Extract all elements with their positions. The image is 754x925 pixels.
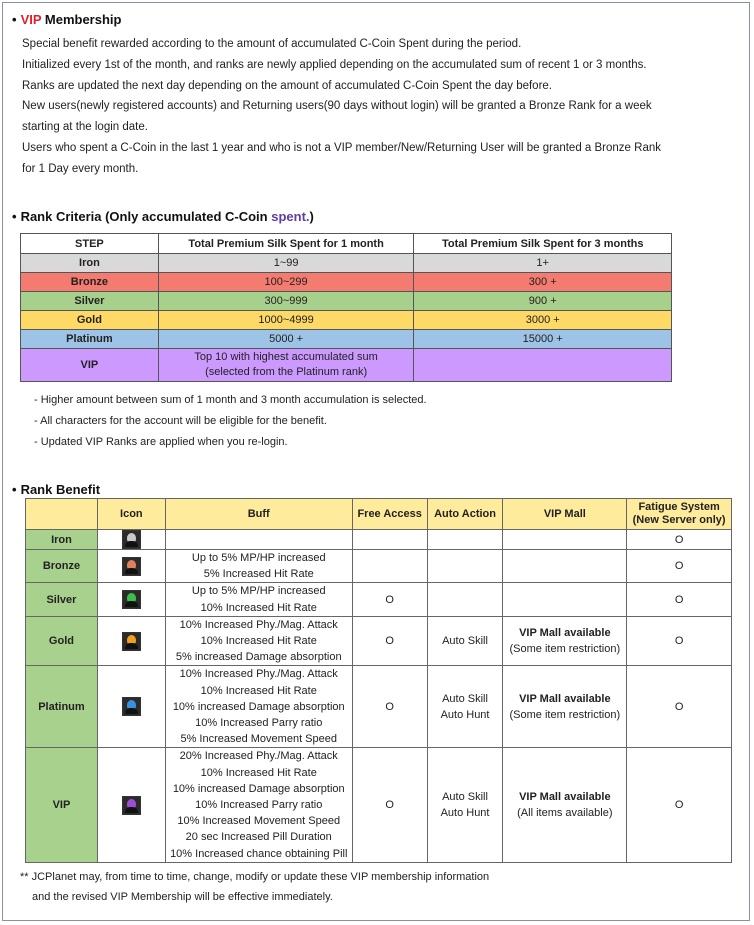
footer-line: ** JCPlanet may, from time to time, change, modify or update these VIP membership information (20, 871, 490, 883)
buff-cell (165, 666, 352, 748)
buff-line: 10% increased Damage absorption (172, 782, 345, 795)
footer-line: and the revised VIP Membership will be effective immediately. (32, 891, 333, 903)
auto-action-cell (427, 748, 503, 862)
month-1-cell: 1~99 (158, 254, 414, 273)
free-access-cell (352, 530, 427, 550)
month-1-cell: Top 10 with highest accumulated sum (selected from the Platinum rank) (158, 349, 414, 382)
table-row (21, 311, 672, 330)
fatigue-cell: O (627, 583, 732, 616)
month-1-cell: 1000~4999 (158, 311, 414, 330)
buff-line: 5% increased Damage absorption (175, 651, 342, 664)
rank-avatar-icon (122, 530, 141, 549)
rank-benefit-table (25, 498, 732, 863)
buff-line: 10% Increased Parry ratio (195, 799, 323, 812)
header-free-access: Free Access (352, 499, 427, 530)
vip-mall-restriction: (Some item restriction) (509, 643, 621, 656)
icon-cell (97, 666, 165, 748)
vip-line: starting at the login date. (22, 121, 148, 134)
auto-action-cell (427, 530, 503, 550)
month-3-cell: 3000 + (414, 311, 672, 330)
vip-mall-restriction: (Some item restriction) (509, 708, 621, 721)
fatigue-cell: O (627, 550, 732, 583)
buff-line: 10% Increased Hit Rate (200, 684, 317, 697)
rank-criteria-table (20, 233, 672, 382)
table-row (26, 530, 732, 550)
table-row (21, 292, 672, 311)
buff-cell (165, 583, 352, 616)
header-icon: Icon (97, 499, 165, 530)
table-row (26, 550, 732, 583)
rank-avatar-icon (122, 632, 141, 651)
auto-action-cell (427, 550, 503, 583)
rank-avatar-icon (122, 796, 141, 815)
table-row (26, 583, 732, 616)
buff-line: 10% Increased Phy./Mag. Attack (179, 668, 338, 681)
free-access-cell: O (352, 666, 427, 748)
table-row (26, 748, 732, 862)
vip-mall-restriction: (All items available) (517, 807, 613, 820)
header-1-month: Total Premium Silk Spent for 1 month (158, 234, 414, 254)
buff-line: 5% Increased Hit Rate (203, 568, 314, 581)
buff-line: 20% Increased Phy./Mag. Attack (179, 750, 338, 763)
rank-cell: Gold (26, 616, 98, 666)
rank-cell: Bronze (26, 550, 98, 583)
note-line: - All characters for the account will be eligible for the benefit. (34, 415, 327, 427)
vip-mall-cell (503, 616, 627, 666)
vip-membership-description (22, 34, 732, 180)
month-1-cell: 300~999 (158, 292, 414, 311)
fatigue-cell: O (627, 666, 732, 748)
vip-line: Users who spent a C-Coin in the last 1 year and who is not a VIP member/New/Returning User will be granted a Bronze Rank (22, 141, 661, 154)
month-1-cell: 5000 + (158, 330, 414, 349)
icon-cell (97, 616, 165, 666)
table-header-row (21, 234, 672, 254)
month-1-cell: 100~299 (158, 273, 414, 292)
rank-cell: Iron (26, 530, 98, 550)
criteria-notes (34, 390, 427, 453)
vip-mall-cell (503, 530, 627, 550)
buff-line: 10% Increased chance obtaining Pill (170, 847, 348, 860)
vip-mall-status: VIP Mall available (519, 791, 611, 804)
header-vip-mall: VIP Mall (503, 499, 627, 530)
free-access-cell: O (352, 748, 427, 862)
month-3-cell: 900 + (414, 292, 672, 311)
rank-criteria-heading: • Rank Criteria (Only accumulated C-Coin spent.) (12, 209, 314, 224)
rank-avatar-icon (122, 697, 141, 716)
buff-cell (165, 550, 352, 583)
rank-cell: Silver (26, 583, 98, 616)
auto-action-cell (427, 616, 503, 666)
buff-line: 10% Increased Movement Speed (177, 815, 341, 828)
buff-line: 10% Increased Hit Rate (200, 601, 317, 614)
header-rank (26, 499, 98, 530)
table-header-row (26, 499, 732, 530)
table-row (21, 330, 672, 349)
buff-cell (165, 530, 352, 550)
vip-mall-cell (503, 748, 627, 862)
buff-line: Up to 5% MP/HP increased (191, 585, 326, 598)
auto-action-line: Auto Skill (442, 635, 488, 648)
vip-mall-status: VIP Mall available (519, 627, 611, 640)
free-access-cell: O (352, 616, 427, 666)
step-cell: Bronze (21, 273, 159, 292)
table-row (21, 349, 672, 382)
free-access-cell: O (352, 583, 427, 616)
buff-line: 10% Increased Phy./Mag. Attack (179, 618, 338, 631)
fatigue-cell: O (627, 748, 732, 862)
auto-action-line: Auto Hunt (440, 708, 490, 721)
buff-line: 5% Increased Movement Speed (180, 733, 337, 746)
rank-benefit-heading: • Rank Benefit (12, 482, 101, 497)
step-cell: Iron (21, 254, 159, 273)
vip-mall-status: VIP Mall available (519, 692, 611, 705)
header-buff: Buff (165, 499, 352, 530)
auto-action-line: Auto Skill (442, 692, 488, 705)
vip-line: for 1 Day every month. (22, 162, 139, 175)
fatigue-cell: O (627, 616, 732, 666)
vip-mall-cell (503, 666, 627, 748)
vip-line: Ranks are updated the next day depending on the amount of accumulated C-Coin Spent the day before. (22, 79, 552, 92)
table-row (26, 616, 732, 666)
free-access-cell (352, 550, 427, 583)
auto-action-line: Auto Hunt (440, 807, 490, 820)
footer-notice (20, 867, 489, 907)
table-row (26, 666, 732, 748)
vip-membership-heading: • VIP Membership (12, 12, 122, 27)
month-3-cell: 15000 + (414, 330, 672, 349)
fatigue-cell: O (627, 530, 732, 550)
icon-cell (97, 550, 165, 583)
header-fatigue-system: Fatigue System (New Server only) (627, 499, 732, 530)
rank-cell: Platinum (26, 666, 98, 748)
buff-cell (165, 748, 352, 862)
buff-line: 10% increased Damage absorption (172, 700, 345, 713)
step-cell: Silver (21, 292, 159, 311)
month-3-cell (414, 349, 672, 382)
buff-line: 10% Increased Parry ratio (195, 717, 323, 730)
step-cell: VIP (21, 349, 159, 382)
vip-line: Special benefit rewarded according to the amount of accumulated C-Coin Spent during the period. (22, 38, 522, 50)
note-line: - Higher amount between sum of 1 month and 3 month accumulation is selected. (34, 394, 427, 406)
header-auto-action: Auto Action (427, 499, 503, 530)
auto-action-cell (427, 583, 503, 616)
note-line: - Updated VIP Ranks are applied when you re-login. (34, 436, 288, 448)
buff-line: 10% Increased Hit Rate (200, 635, 317, 648)
buff-line: Up to 5% MP/HP increased (191, 552, 326, 564)
auto-action-cell (427, 666, 503, 748)
icon-cell (97, 748, 165, 862)
icon-cell (97, 583, 165, 616)
buff-line: 10% Increased Hit Rate (200, 766, 317, 779)
table-row (21, 254, 672, 273)
vip-mall-cell (503, 583, 627, 616)
step-cell: Platinum (21, 330, 159, 349)
vip-line: Initialized every 1st of the month, and ranks are newly applied depending on the accumulated sum of recent 1 or 3 months. (22, 58, 647, 71)
rank-cell: VIP (26, 748, 98, 862)
table-row (21, 273, 672, 292)
header-3-months: Total Premium Silk Spent for 3 months (414, 234, 672, 254)
step-cell: Gold (21, 311, 159, 330)
vip-line: New users(newly registered accounts) and Returning users(90 days without login) will be granted a Bronze Rank for a week (22, 100, 652, 113)
rank-avatar-icon (122, 590, 141, 609)
month-3-cell: 1+ (414, 254, 672, 273)
buff-line: 20 sec Increased Pill Duration (185, 831, 332, 844)
header-step: STEP (21, 234, 159, 254)
icon-cell (97, 530, 165, 550)
rank-avatar-icon (122, 557, 141, 576)
benefit-rows (26, 530, 732, 863)
vip-mall-cell (503, 550, 627, 583)
buff-cell (165, 616, 352, 666)
month-3-cell: 300 + (414, 273, 672, 292)
auto-action-line: Auto Skill (442, 791, 488, 804)
